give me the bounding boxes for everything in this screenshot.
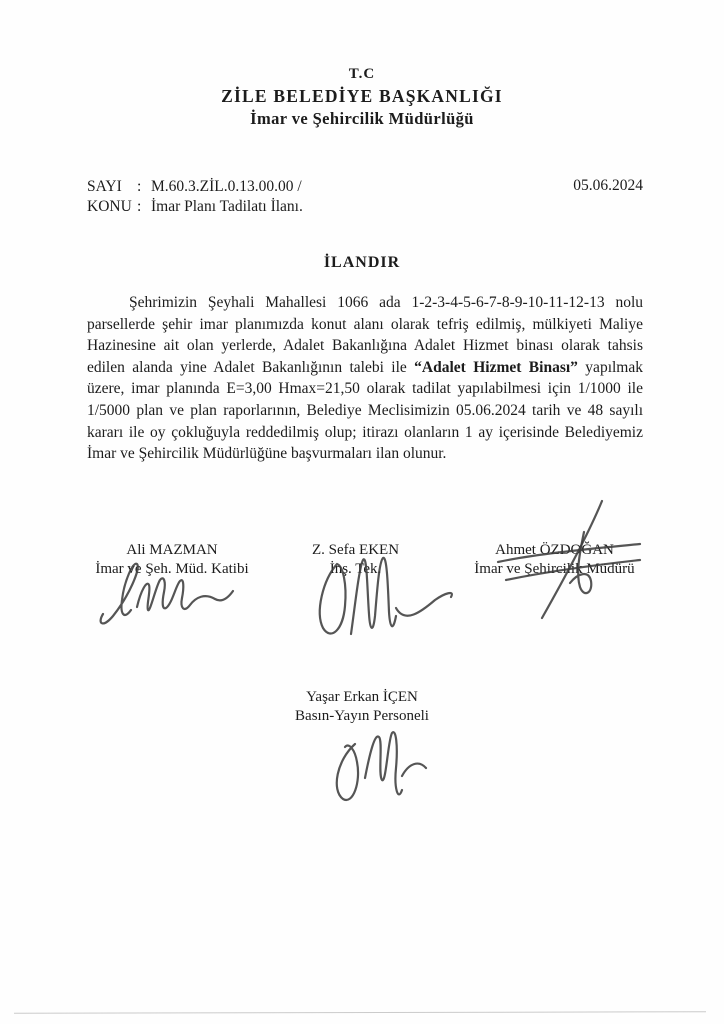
- footer-signatory-name: Yaşar Erkan İÇEN: [306, 689, 418, 705]
- signatory-3: [462, 541, 647, 578]
- meta-block: [87, 177, 643, 217]
- konu-colon: :: [137, 198, 142, 215]
- body-part2: yapılmak üzere, imar planında E=3,00 Hmax=21,50 olarak tadilat yapılabilmesi için 1/1000 ile 1/5000 plan ve plan raporlarının, Belediye Meclisimizin 05.06.2024 tarih ve 48 sayılı kararı ile oy çokluğuyla reddedilmiş olup; itirazı olanların 1 ay içerisinde Belediyemiz İmar ve Şehircilik Müdürlüğüne başvurmaları ilan olunur.: [87, 358, 643, 463]
- signatory-2: [288, 541, 423, 578]
- sayi-value: M.60.3.ZİL.0.13.00.00 /: [151, 178, 302, 195]
- sayi-colon: :: [137, 178, 142, 195]
- footer-signatory-title: Basın-Yayın Personeli: [295, 708, 429, 724]
- signatory-1-title: İmar ve Şeh. Müd. Katibi: [95, 560, 249, 577]
- sayi-row: [87, 177, 303, 197]
- announcement-body: [87, 292, 643, 465]
- konu-label: KONU: [87, 198, 132, 215]
- signatory-1-name: Ali MAZMAN: [126, 542, 218, 558]
- signature-yasar-erkan-icen-icon: [323, 720, 435, 812]
- document-date: 05.06.2024: [573, 177, 643, 194]
- announcement-title: İLANDIR: [323, 254, 401, 271]
- footer-signatory: [0, 688, 724, 726]
- signatory-3-title: İmar ve Şehircilik Müdürü: [474, 560, 635, 577]
- header-department: İmar ve Şehircilik Müdürlüğü: [250, 109, 474, 128]
- header-tc: T.C: [348, 66, 376, 82]
- signatory-3-name: Ahmet ÖZDOĞAN: [495, 542, 614, 558]
- sayi-label: SAYI: [87, 178, 122, 195]
- signatory-1: [84, 541, 260, 578]
- header-organization: ZİLE BELEDİYE BAŞKANLIĞI: [221, 86, 503, 106]
- document-header: [0, 66, 724, 129]
- konu-value: İmar Planı Tadilatı İlanı.: [151, 198, 303, 215]
- konu-row: [87, 197, 303, 217]
- body-part1: Şehrimizin Şeyhali Mahallesi 1066 ada 1-2-3-4-5-6-7-8-9-10-11-12-13 nolu parsellerde şehir imar planımızda konut alanı olarak tefriş edilmiş, mülkiyeti Maliye Hazinesine ait olan yerlerde, Adalet Bakanlığına Adalet Hizmet binası olarak tahsis edilen alanda yine Adalet Bakanlığının talebi ile: [87, 294, 643, 376]
- body-bold-phrase: “Adalet Hizmet Binası”: [414, 358, 578, 376]
- signatory-2-title: İnş. Tek.: [329, 560, 382, 577]
- scan-artifact-line: [14, 1011, 706, 1013]
- meta-rows: [87, 177, 303, 217]
- signatory-2-name: Z. Sefa EKEN: [311, 542, 400, 558]
